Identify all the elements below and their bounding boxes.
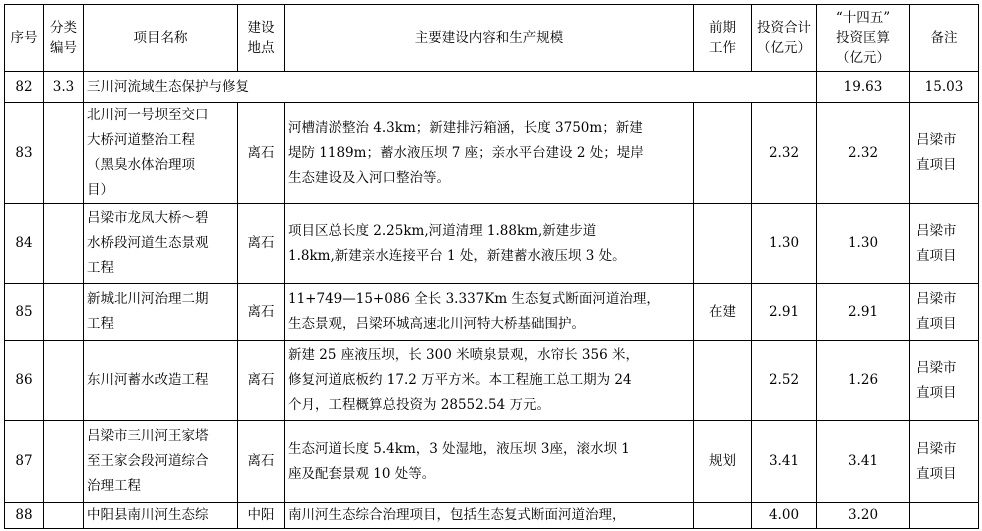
row-location: 离石	[238, 284, 285, 341]
header-remark: 备注	[910, 5, 979, 72]
row-budget: 1.26	[817, 341, 910, 421]
row-content: 南川河生态综合治理项目，包括生态复式断面河道治理，	[285, 503, 694, 529]
header-name: 项目名称	[84, 5, 238, 72]
row-invest: 2.52	[752, 341, 817, 421]
header-prework: 前期 工作	[694, 5, 752, 72]
row-remark: 吕梁市 直项目	[910, 103, 979, 204]
table-row	[5, 204, 979, 284]
table-row	[5, 503, 979, 529]
table-row	[5, 341, 979, 421]
section-invest: 19.63	[817, 72, 910, 103]
row-prework: 在建	[694, 284, 752, 341]
row-name: 新城北川河治理二期 工程	[84, 284, 238, 341]
row-category	[44, 421, 84, 503]
row-remark: 吕梁市 直项目	[910, 421, 979, 503]
row-invest: 2.32	[752, 103, 817, 204]
row-invest: 4.00	[752, 503, 817, 529]
section-no: 82	[5, 72, 44, 103]
row-no: 83	[5, 103, 44, 204]
row-content: 河槽清淤整治 4.3km；新建排污箱涵，长度 3750m；新建 堤防 1189m；蓄水液压坝 7 座；亲水平台建设 2 处；堤岸 生态建设及入河口整治等。	[285, 103, 694, 204]
row-budget: 3.20	[817, 503, 910, 529]
row-name: 吕梁市三川河王家塔 至王家会段河道综合 治理工程	[84, 421, 238, 503]
row-name: 东川河蓄水改造工程	[84, 341, 238, 421]
section-category: 3.3	[44, 72, 84, 103]
row-name: 中阳县南川河生态综	[84, 503, 238, 529]
row-budget: 2.32	[817, 103, 910, 204]
row-no: 86	[5, 341, 44, 421]
row-no: 87	[5, 421, 44, 503]
row-prework	[694, 204, 752, 284]
row-prework: 规划	[694, 421, 752, 503]
header-location: 建设 地点	[238, 5, 285, 72]
row-invest: 3.41	[752, 421, 817, 503]
row-category	[44, 503, 84, 529]
row-category	[44, 341, 84, 421]
header-invest: 投资合计 （亿元）	[752, 5, 817, 72]
row-budget: 2.91	[817, 284, 910, 341]
row-no: 88	[5, 503, 44, 529]
table-row	[5, 284, 979, 341]
row-budget: 3.41	[817, 421, 910, 503]
row-content: 生态河道长度 5.4km，3 处湿地，液压坝 3座，滚水坝 1 座及配套景观 10 处等。	[285, 421, 694, 503]
row-location: 离石	[238, 103, 285, 204]
row-content: 新建 25 座液压坝，长 300 米喷泉景观，水帘长 356 米， 修复河道底板约 17.2 万平方米。本工程施工总工期为 24 个月，工程概算总投资为 28552.54 万元。	[285, 341, 694, 421]
row-remark	[910, 503, 979, 529]
row-invest: 2.91	[752, 284, 817, 341]
row-remark: 吕梁市 直项目	[910, 204, 979, 284]
row-content: 项目区总长度 2.25km,河道清理 1.88km,新建步道 1.8km,新建亲水连接平台 1 处，新建蓄水液压坝 3 处。	[285, 204, 694, 284]
row-no: 85	[5, 284, 44, 341]
header-budget: “十四五” 投资匡算 （亿元）	[817, 5, 910, 72]
header-content: 主要建设内容和生产规模	[285, 5, 694, 72]
header-row	[5, 5, 979, 72]
header-no: 序号	[5, 5, 44, 72]
row-prework	[694, 341, 752, 421]
row-prework	[694, 503, 752, 529]
row-location: 中阳	[238, 503, 285, 529]
row-category	[44, 204, 84, 284]
row-category	[44, 103, 84, 204]
section-budget: 15.03	[910, 72, 979, 103]
row-location: 离石	[238, 204, 285, 284]
section-title: 三川河流域生态保护与修复	[84, 72, 817, 103]
row-no: 84	[5, 204, 44, 284]
row-location: 离石	[238, 421, 285, 503]
row-remark: 吕梁市 直项目	[910, 341, 979, 421]
row-location: 离石	[238, 341, 285, 421]
row-prework	[694, 103, 752, 204]
row-category	[44, 284, 84, 341]
row-budget: 1.30	[817, 204, 910, 284]
project-table	[4, 4, 979, 529]
row-remark: 吕梁市 直项目	[910, 284, 979, 341]
table-row	[5, 103, 979, 204]
row-invest: 1.30	[752, 204, 817, 284]
row-name: 北川河一号坝至交口 大桥河道整治工程 （黑臭水体治理项 目）	[84, 103, 238, 204]
row-name: 吕梁市龙凤大桥～碧 水桥段河道生态景观 工程	[84, 204, 238, 284]
section-row	[5, 72, 979, 103]
header-category: 分类 编号	[44, 5, 84, 72]
table-row	[5, 421, 979, 503]
row-content: 11+749—15+086 全长 3.337Km 生态复式断面河道治理， 生态景观，吕梁环城高速北川河特大桥基础围护。	[285, 284, 694, 341]
